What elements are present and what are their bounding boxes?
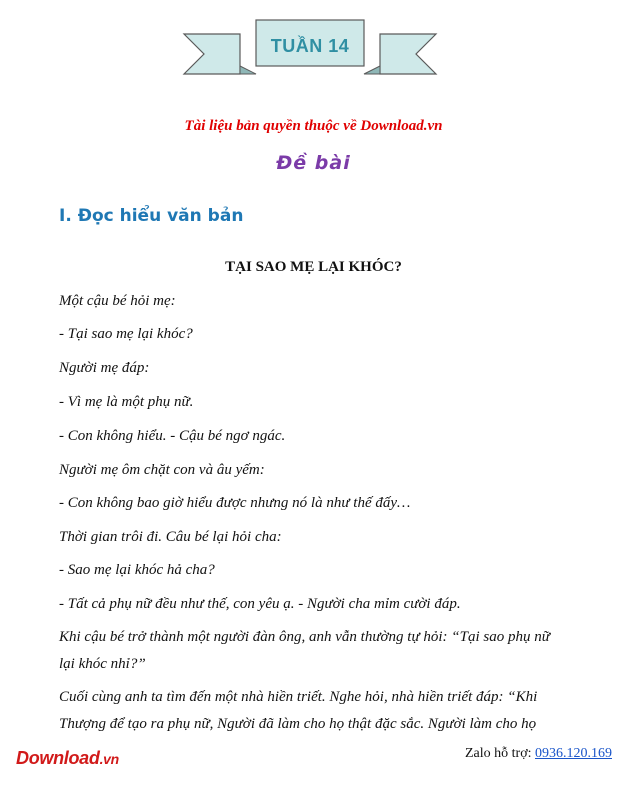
story-line: - Con không bao giờ hiểu được nhưng nó là như thế đấy… [59,495,411,511]
download-vn-logo[interactable] [16,748,119,769]
story-line: - Vì mẹ là một phụ nữ. [59,394,194,410]
copyright-notice: Tài liệu bản quyền thuộc về Download.vn [184,118,443,134]
story-line: Khi cậu bé trở thành một người đàn ông, anh vẫn thường tự hỏi: “Tại sao phụ nữ [59,629,550,645]
logo-wordmark: Download [16,748,100,768]
story-title: TẠI SAO MẸ LẠI KHÓC? [225,259,402,275]
week-title: TUẦN 14 [270,35,350,56]
story-line: lại khóc nhỉ?” [59,656,146,672]
story-line: - Con không hiểu. - Cậu bé ngơ ngác. [59,428,286,444]
story-line: - Sao mẹ lại khóc hả cha? [59,562,215,578]
story-line: Người mẹ ôm chặt con và âu yếm: [59,462,265,478]
section-title: Đề bài [276,152,351,174]
part-heading: I. Đọc hiểu văn bản [59,206,244,226]
support-phone-link[interactable]: 0936.120.169 [535,746,612,761]
story-line: Thời gian trôi đi. Câu bé lại hỏi cha: [59,529,282,545]
zalo-support [465,746,612,762]
story-line: Cuối cùng anh ta tìm đến một nhà hiền triết. Nghe hỏi, nhà hiền triết đáp: “Khi [59,689,538,705]
story-line: - Tại sao mẹ lại khóc? [59,326,193,342]
story-line: Một cậu bé hỏi mẹ: [59,293,176,309]
story-line: Thượng để tạo ra phụ nữ, Người đã làm cho họ thật đặc sắc. Người làm cho họ [59,716,537,732]
week-banner [180,16,440,80]
logo-tld: .vn [99,751,119,767]
story-line: - Tất cả phụ nữ đều như thế, con yêu ạ. - Người cha mỉm cười đáp. [59,596,461,612]
story-line: Người mẹ đáp: [59,360,150,376]
zalo-support-label: Zalo hỗ trợ: [465,746,535,761]
